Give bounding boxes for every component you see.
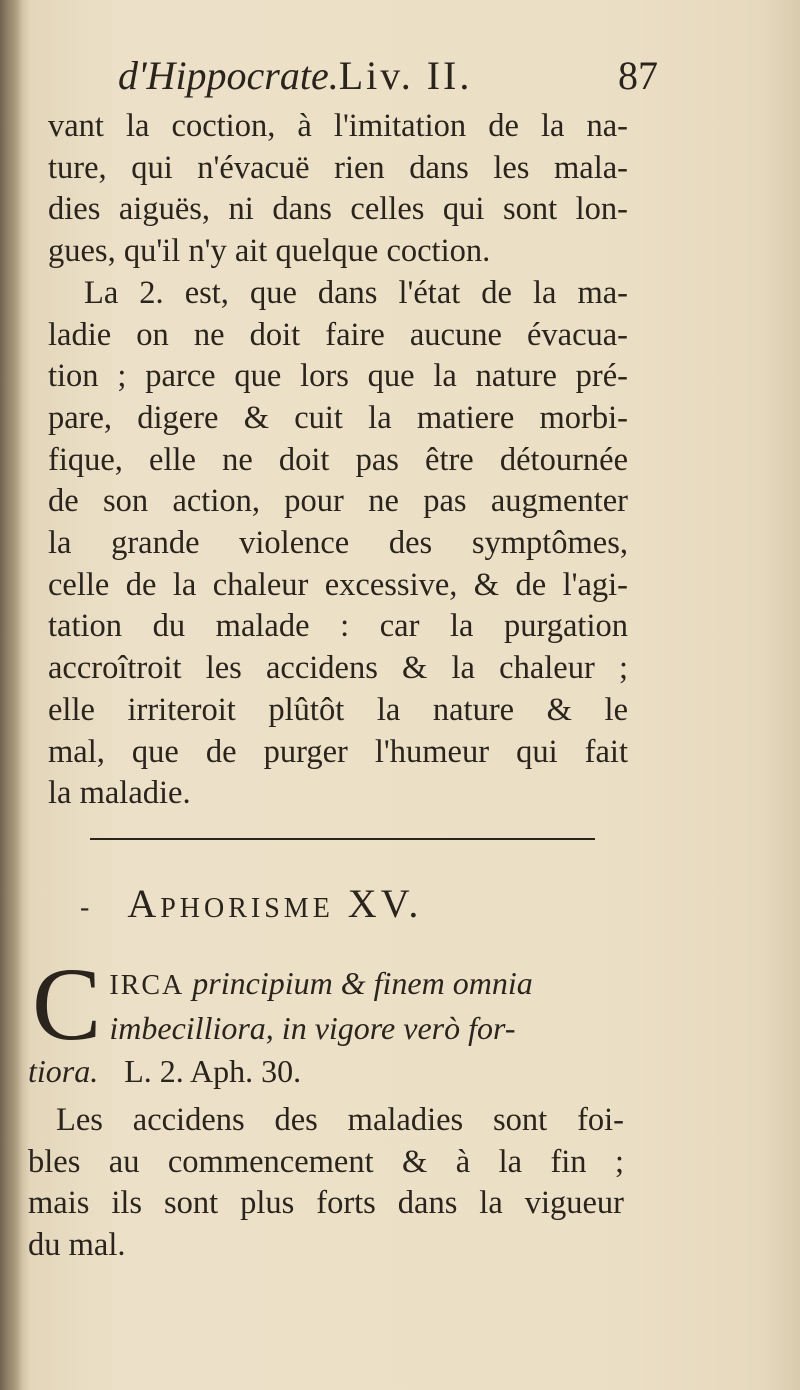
book-number: Liv. II. [338, 53, 473, 98]
text-line: pare, digere & cuit la matiere morbi- [48, 399, 628, 436]
text-line: fique, elle ne doit pas être détournée [48, 441, 628, 478]
text-line: Les accidens des maladies sont foi- [56, 1102, 624, 1138]
latin-line: imbecilliora, in vigore verò for- [109, 1010, 516, 1046]
running-title: d'Hippocrate. [118, 53, 339, 98]
latin-italic-end: tiora. [28, 1053, 99, 1089]
text-line: de son action, pour ne pas augmenter [48, 483, 628, 520]
section-heading [80, 880, 680, 930]
text-line: La 2. est, que dans l'état de la ma- [84, 274, 628, 311]
latin-line [28, 1050, 628, 1093]
latin-line [109, 962, 628, 1007]
latin-aphorism [28, 947, 628, 1093]
latin-caps: IRCA [109, 970, 185, 1001]
text-line: elle irriteroit plûtôt la nature & le [48, 691, 628, 728]
text-line: ladie on ne doit faire aucune évacua- [48, 316, 628, 353]
text-line: du mal. [28, 1227, 126, 1264]
text-line: mal, que de purger l'humeur qui fait [48, 733, 628, 770]
text-line: la grande violence des symptômes, [48, 525, 628, 562]
text-line: gues, qu'il n'y ait quelque coction. [48, 233, 491, 270]
aphorism-reference: L. 2. Aph. 30. [124, 1053, 302, 1089]
aphorism-title: Aphorisme XV. [127, 881, 423, 926]
main-text [48, 106, 628, 815]
heading-dash: - [80, 891, 90, 923]
running-header [118, 52, 658, 102]
text-line: celle de la chaleur excessive, & de l'agi- [48, 566, 628, 603]
section-divider [90, 838, 595, 840]
text-line: accroîtroit les accidens & la chaleur ; [48, 650, 628, 687]
french-translation [28, 1100, 624, 1267]
latin-italic: principium & finem omnia [192, 965, 533, 1001]
text-line: tation du malade : car la purgation [48, 608, 628, 645]
page-number: 87 [618, 53, 658, 98]
text-line: la maladie. [48, 775, 191, 812]
text-line: dies aiguës, ni dans celles qui sont lon- [48, 191, 628, 228]
page-gutter-shadow [0, 0, 22, 1390]
drop-cap: C [32, 947, 102, 1062]
text-line: ture, qui n'évacuë rien dans les mala- [48, 149, 628, 186]
text-line: bles au commencement & à la fin ; [28, 1143, 624, 1180]
text-line: tion ; parce que lors que la nature pré- [48, 358, 628, 395]
text-line: mais ils sont plus forts dans la vigueur [28, 1185, 624, 1222]
text-line: vant la coction, à l'imitation de la na- [48, 108, 628, 144]
